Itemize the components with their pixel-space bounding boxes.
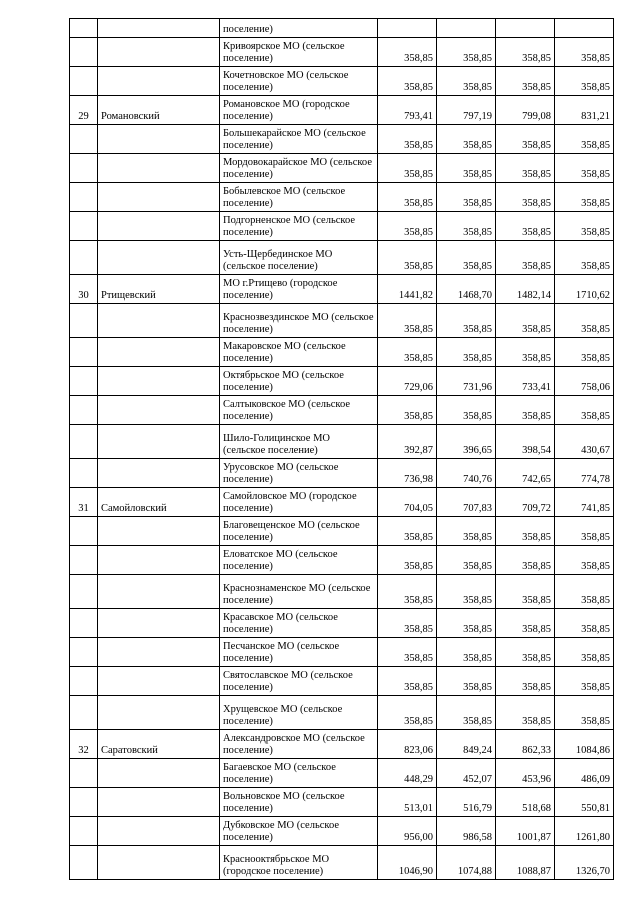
value-2: 986,58 (437, 817, 496, 846)
table-row (70, 575, 614, 609)
municipality-name: Краснозвездинское МО (сельское поселение) (220, 304, 378, 338)
municipality-name: Песчанское МО (сельское поселение) (220, 638, 378, 667)
value-2: 358,85 (437, 154, 496, 183)
value-2: 516,79 (437, 788, 496, 817)
row-number (70, 638, 98, 667)
district-name (98, 667, 220, 696)
row-number (70, 396, 98, 425)
district-name (98, 396, 220, 425)
value-3: 358,85 (496, 38, 555, 67)
table-row (70, 212, 614, 241)
value-2: 358,85 (437, 241, 496, 275)
municipality-name: Еловатское МО (сельское поселение) (220, 546, 378, 575)
value-3: 358,85 (496, 667, 555, 696)
value-3: 358,85 (496, 154, 555, 183)
municipality-name: поселение) (220, 19, 378, 38)
value-1: 736,98 (378, 459, 437, 488)
district-name (98, 546, 220, 575)
value-1: 729,06 (378, 367, 437, 396)
table-row (70, 609, 614, 638)
table-row (70, 546, 614, 575)
table-row (70, 396, 614, 425)
value-3: 358,85 (496, 338, 555, 367)
table-row (70, 67, 614, 96)
value-2: 358,85 (437, 609, 496, 638)
value-3: 358,85 (496, 212, 555, 241)
district-name (98, 638, 220, 667)
row-number (70, 846, 98, 880)
value-4: 358,85 (555, 575, 614, 609)
tariff-table (69, 18, 614, 880)
table-row (70, 125, 614, 154)
value-1: 358,85 (378, 241, 437, 275)
value-1: 392,87 (378, 425, 437, 459)
district-name (98, 425, 220, 459)
table-row (70, 241, 614, 275)
value-1: 358,85 (378, 575, 437, 609)
table-row (70, 275, 614, 304)
district-name (98, 459, 220, 488)
value-3: 358,85 (496, 609, 555, 638)
table-row (70, 730, 614, 759)
value-4: 758,06 (555, 367, 614, 396)
row-number (70, 788, 98, 817)
value-1: 358,85 (378, 38, 437, 67)
value-1: 358,85 (378, 338, 437, 367)
value-4: 358,85 (555, 304, 614, 338)
district-name: Саратовский (98, 730, 220, 759)
table-row (70, 667, 614, 696)
municipality-name: Макаровское МО (сельское поселение) (220, 338, 378, 367)
value-4: 358,85 (555, 154, 614, 183)
value-2: 849,24 (437, 730, 496, 759)
value-4: 358,85 (555, 212, 614, 241)
table-row (70, 183, 614, 212)
district-name (98, 696, 220, 730)
value-3: 398,54 (496, 425, 555, 459)
municipality-name: Багаевское МО (сельское поселение) (220, 759, 378, 788)
table-row (70, 96, 614, 125)
value-4: 550,81 (555, 788, 614, 817)
value-4: 831,21 (555, 96, 614, 125)
row-number: 30 (70, 275, 98, 304)
row-number (70, 459, 98, 488)
row-number: 32 (70, 730, 98, 759)
district-name: Самойловский (98, 488, 220, 517)
municipality-name: Дубковское МО (сельское поселение) (220, 817, 378, 846)
value-2: 396,65 (437, 425, 496, 459)
value-2: 358,85 (437, 212, 496, 241)
municipality-name: Благовещенское МО (сельское поселение) (220, 517, 378, 546)
value-3: 358,85 (496, 183, 555, 212)
district-name (98, 609, 220, 638)
table-row (70, 338, 614, 367)
value-4: 1710,62 (555, 275, 614, 304)
value-2: 358,85 (437, 638, 496, 667)
value-3: 358,85 (496, 396, 555, 425)
value-4: 358,85 (555, 517, 614, 546)
value-1: 358,85 (378, 667, 437, 696)
value-2: 358,85 (437, 396, 496, 425)
value-1: 358,85 (378, 125, 437, 154)
district-name (98, 846, 220, 880)
value-4: 358,85 (555, 638, 614, 667)
value-1: 358,85 (378, 154, 437, 183)
row-number (70, 367, 98, 396)
value-4: 358,85 (555, 667, 614, 696)
value-3: 358,85 (496, 575, 555, 609)
value-2: 358,85 (437, 696, 496, 730)
value-3: 799,08 (496, 96, 555, 125)
value-2: 731,96 (437, 367, 496, 396)
municipality-name: Урусовское МО (сельское поселение) (220, 459, 378, 488)
value-1: 358,85 (378, 212, 437, 241)
value-4: 358,85 (555, 125, 614, 154)
value-3: 358,85 (496, 67, 555, 96)
value-2: 358,85 (437, 667, 496, 696)
municipality-name: Александровское МО (сельское поселение) (220, 730, 378, 759)
table-row (70, 759, 614, 788)
value-2: 358,85 (437, 67, 496, 96)
value-4: 358,85 (555, 67, 614, 96)
value-3: 733,41 (496, 367, 555, 396)
row-number (70, 609, 98, 638)
value-3: 358,85 (496, 696, 555, 730)
municipality-name: Салтыковское МО (сельское поселение) (220, 396, 378, 425)
municipality-name: Красавское МО (сельское поселение) (220, 609, 378, 638)
table-row (70, 19, 614, 38)
row-number: 31 (70, 488, 98, 517)
row-number (70, 38, 98, 67)
value-2 (437, 19, 496, 38)
value-1: 1046,90 (378, 846, 437, 880)
value-3: 358,85 (496, 546, 555, 575)
municipality-name: Бобылевское МО (сельское поселение) (220, 183, 378, 212)
table-row (70, 367, 614, 396)
value-3: 358,85 (496, 125, 555, 154)
value-2: 358,85 (437, 517, 496, 546)
municipality-name: Хрущевское МО (сельское поселение) (220, 696, 378, 730)
value-1: 1441,82 (378, 275, 437, 304)
row-number (70, 125, 98, 154)
row-number (70, 546, 98, 575)
municipality-name: Кривоярское МО (сельское поселение) (220, 38, 378, 67)
value-3: 453,96 (496, 759, 555, 788)
table-row (70, 38, 614, 67)
value-4: 358,85 (555, 696, 614, 730)
value-3: 358,85 (496, 517, 555, 546)
district-name (98, 125, 220, 154)
district-name (98, 759, 220, 788)
table-row (70, 638, 614, 667)
value-1: 823,06 (378, 730, 437, 759)
value-3: 358,85 (496, 304, 555, 338)
value-2: 358,85 (437, 38, 496, 67)
value-4: 358,85 (555, 338, 614, 367)
value-3: 518,68 (496, 788, 555, 817)
municipality-name: Кочетновское МО (сельское поселение) (220, 67, 378, 96)
municipality-name: Краснознаменское МО (сельское поселение) (220, 575, 378, 609)
municipality-name: Самойловское МО (городское поселение) (220, 488, 378, 517)
value-3: 1001,87 (496, 817, 555, 846)
value-3: 862,33 (496, 730, 555, 759)
row-number (70, 67, 98, 96)
value-2: 358,85 (437, 338, 496, 367)
district-name (98, 788, 220, 817)
district-name (98, 241, 220, 275)
value-2: 358,85 (437, 125, 496, 154)
row-number (70, 575, 98, 609)
table-row (70, 154, 614, 183)
value-2: 1074,88 (437, 846, 496, 880)
value-2: 358,85 (437, 575, 496, 609)
value-2: 358,85 (437, 304, 496, 338)
value-3: 709,72 (496, 488, 555, 517)
value-3: 358,85 (496, 638, 555, 667)
value-1: 358,85 (378, 304, 437, 338)
value-2: 452,07 (437, 759, 496, 788)
row-number (70, 154, 98, 183)
value-1: 358,85 (378, 546, 437, 575)
row-number (70, 425, 98, 459)
value-1: 448,29 (378, 759, 437, 788)
table-row (70, 304, 614, 338)
municipality-name: Октябрьское МО (сельское поселение) (220, 367, 378, 396)
value-1: 358,85 (378, 609, 437, 638)
district-name: Романовский (98, 96, 220, 125)
municipality-name: Святославское МО (сельское поселение) (220, 667, 378, 696)
value-1: 358,85 (378, 183, 437, 212)
district-name (98, 304, 220, 338)
municipality-name: Подгорненское МО (сельское поселение) (220, 212, 378, 241)
municipality-name: Романовское МО (городское поселение) (220, 96, 378, 125)
district-name (98, 517, 220, 546)
value-1: 358,85 (378, 67, 437, 96)
row-number (70, 241, 98, 275)
row-number (70, 304, 98, 338)
district-name: Ртищевский (98, 275, 220, 304)
municipality-name: МО г.Ртищево (городское поселение) (220, 275, 378, 304)
value-4: 486,09 (555, 759, 614, 788)
row-number (70, 696, 98, 730)
value-1: 358,85 (378, 396, 437, 425)
value-4: 1084,86 (555, 730, 614, 759)
municipality-name: Шило-Голицинское МО (сельское поселение) (220, 425, 378, 459)
table-row (70, 696, 614, 730)
row-number (70, 19, 98, 38)
value-2: 740,76 (437, 459, 496, 488)
district-name (98, 817, 220, 846)
district-name (98, 338, 220, 367)
value-4: 741,85 (555, 488, 614, 517)
value-4: 358,85 (555, 241, 614, 275)
value-1: 956,00 (378, 817, 437, 846)
value-3 (496, 19, 555, 38)
value-3: 1088,87 (496, 846, 555, 880)
district-name (98, 19, 220, 38)
district-name (98, 367, 220, 396)
value-4: 1326,70 (555, 846, 614, 880)
value-2: 358,85 (437, 546, 496, 575)
value-4: 774,78 (555, 459, 614, 488)
table-row (70, 425, 614, 459)
value-3: 742,65 (496, 459, 555, 488)
value-2: 797,19 (437, 96, 496, 125)
row-number: 29 (70, 96, 98, 125)
municipality-name: Мордовокарайское МО (сельское поселение) (220, 154, 378, 183)
value-1 (378, 19, 437, 38)
district-name (98, 154, 220, 183)
municipality-name: Усть-Щербединское МО (сельское поселение) (220, 241, 378, 275)
table-row (70, 459, 614, 488)
value-4 (555, 19, 614, 38)
row-number (70, 667, 98, 696)
municipality-name: Краснооктябрьское МО (городское поселение) (220, 846, 378, 880)
value-1: 793,41 (378, 96, 437, 125)
municipality-name: Большекарайское МО (сельское поселение) (220, 125, 378, 154)
district-name (98, 575, 220, 609)
value-4: 358,85 (555, 609, 614, 638)
value-1: 513,01 (378, 788, 437, 817)
value-3: 1482,14 (496, 275, 555, 304)
table-row (70, 488, 614, 517)
value-2: 358,85 (437, 183, 496, 212)
value-1: 358,85 (378, 517, 437, 546)
municipality-name: Вольновское МО (сельское поселение) (220, 788, 378, 817)
district-name (98, 67, 220, 96)
row-number (70, 517, 98, 546)
row-number (70, 183, 98, 212)
value-4: 358,85 (555, 38, 614, 67)
district-name (98, 212, 220, 241)
row-number (70, 817, 98, 846)
value-1: 358,85 (378, 638, 437, 667)
table-row (70, 788, 614, 817)
value-4: 358,85 (555, 183, 614, 212)
value-4: 358,85 (555, 546, 614, 575)
row-number (70, 759, 98, 788)
district-name (98, 183, 220, 212)
district-name (98, 38, 220, 67)
value-2: 1468,70 (437, 275, 496, 304)
value-1: 358,85 (378, 696, 437, 730)
value-4: 430,67 (555, 425, 614, 459)
value-1: 704,05 (378, 488, 437, 517)
value-2: 707,83 (437, 488, 496, 517)
row-number (70, 338, 98, 367)
value-3: 358,85 (496, 241, 555, 275)
value-4: 358,85 (555, 396, 614, 425)
table-row (70, 817, 614, 846)
table-row (70, 517, 614, 546)
row-number (70, 212, 98, 241)
table-row (70, 846, 614, 880)
value-4: 1261,80 (555, 817, 614, 846)
